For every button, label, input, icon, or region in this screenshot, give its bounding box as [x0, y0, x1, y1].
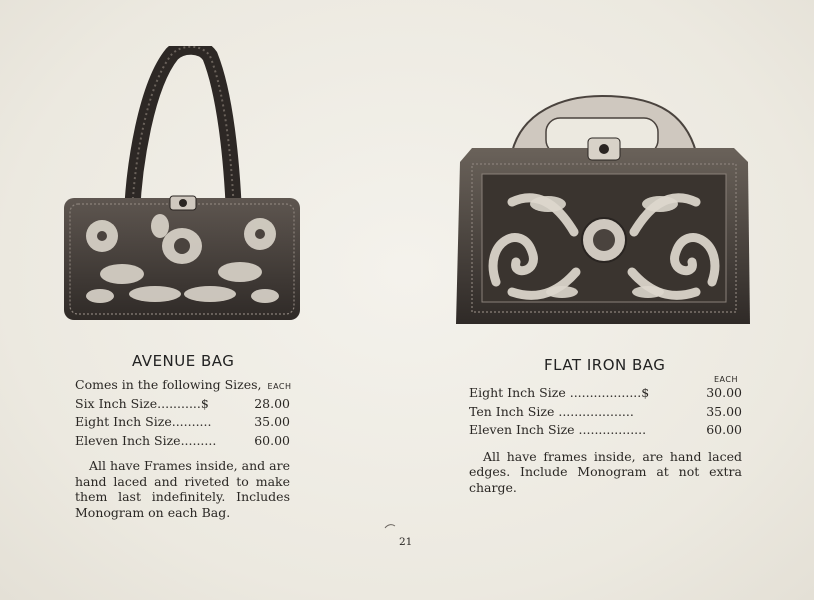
avenue-each-label: EACH — [267, 382, 292, 391]
price-row — [75, 395, 290, 414]
printer-mark-icon — [383, 523, 397, 531]
size-name: Ten Inch Size — [469, 403, 555, 419]
page-number: 21 — [399, 536, 413, 548]
size-price: 60.00 — [706, 422, 742, 437]
size-leader: ...........$ — [157, 395, 209, 411]
avenue-intro-line — [75, 376, 290, 395]
size-name: Eight Inch Size — [469, 385, 566, 400]
size-price: 60.00 — [254, 432, 290, 448]
size-leader: ......... — [180, 432, 217, 448]
size-leader: ................... — [558, 403, 634, 419]
avenue-intro: Comes in the following Sizes, — [75, 377, 262, 392]
size-leader: ................. — [578, 422, 647, 437]
avenue-note: All have Frames inside, and are hand laced and riveted to make them last indefinitely. Includes Monogram on each Bag. — [75, 458, 290, 520]
price-row — [469, 384, 742, 403]
size-name: Eleven Inch Size — [75, 432, 181, 448]
size-name: Eleven Inch Size — [469, 422, 575, 437]
flat-iron-bag-details — [469, 375, 742, 495]
price-row — [75, 413, 290, 432]
size-name: Eight Inch Size — [75, 414, 172, 429]
avenue-bag-photo — [60, 46, 304, 326]
price-row — [75, 432, 290, 451]
flat-iron-note: All have frames inside, are hand laced edges. Include Monogram at not extra charge. — [469, 448, 742, 495]
avenue-bag-details — [75, 376, 290, 520]
size-leader: .......... — [171, 414, 212, 429]
size-price: 35.00 — [706, 403, 742, 419]
price-row — [469, 421, 742, 440]
size-price: 30.00 — [706, 385, 742, 400]
size-price: 28.00 — [254, 395, 290, 411]
flat-iron-bag-photo — [452, 92, 754, 328]
size-leader: ..................$ — [569, 385, 650, 400]
avenue-bag-title: AVENUE BAG — [132, 352, 235, 370]
size-price: 35.00 — [254, 414, 290, 429]
flat-iron-bag-title: FLAT IRON BAG — [544, 356, 666, 374]
flat-iron-each-label: EACH — [714, 375, 738, 384]
price-row — [469, 403, 742, 422]
size-name: Six Inch Size — [75, 395, 158, 411]
